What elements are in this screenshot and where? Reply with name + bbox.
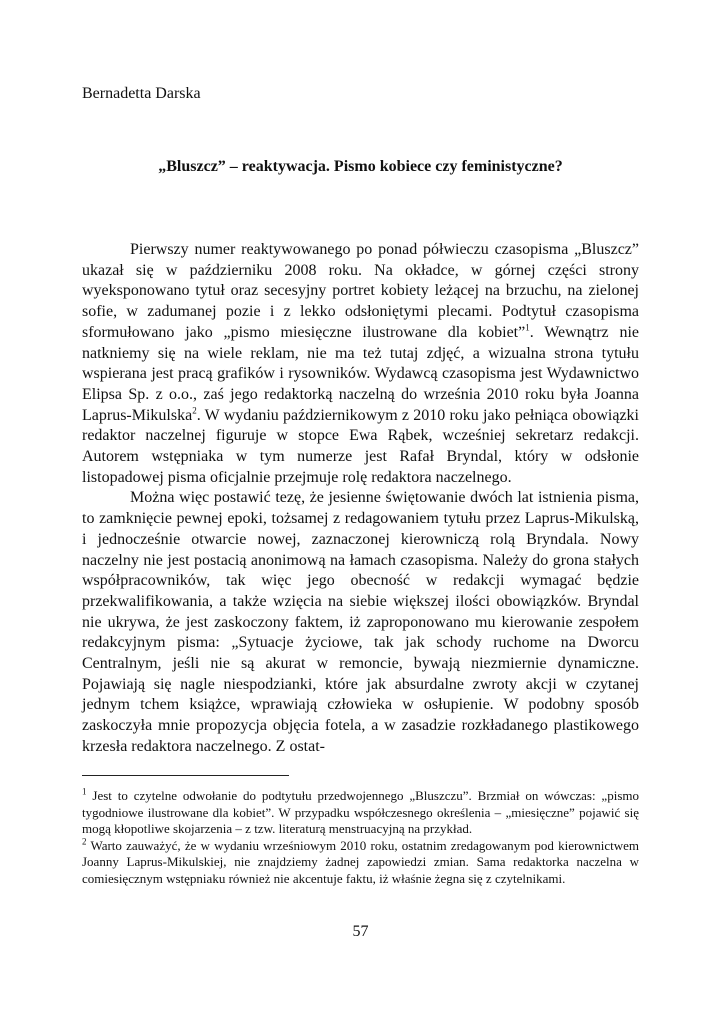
footnote-separator: [82, 775, 289, 776]
body-text: [82, 240, 639, 758]
article-title: „Bluszcz” – reaktywacja. Pismo kobiece czy feministyczne?: [158, 158, 563, 175]
footnote-1-marker: 1: [82, 786, 87, 797]
footnote-ref-2: 2: [192, 405, 197, 416]
footnote-1: [82, 788, 639, 838]
paragraph-1-part-b: . Wewnątrz nie natkniemy się na wiele reklam, nie ma też tutaj zdjęć, a wizualna strona tytułu wspierana jest pracą grafików i rysowników. Wydawcą czasopisma jest Wydawnictwo Elipsa Sp. z o.o., zaś jego redaktorką naczelną do września 2010 roku była Joanna Laprus-Mikulska: [82, 323, 639, 424]
footnote-2-text: Warto zauważyć, że w wydaniu wrześniowym 2010 roku, ostatnim zredagowanym pod kierownictwem Joanny Laprus-Mikulskiej, nie znajdziemy żadnej zapowiedzi zmian. Sama redaktorka naczelna w comiesięcznym wstępniaku również nie akcentuje faktu, iż właśnie żegna się z czytelnikami.: [82, 837, 639, 886]
footnote-2-marker: 2: [82, 836, 87, 847]
paragraph-1: [82, 240, 639, 488]
footnotes: [82, 788, 639, 887]
footnote-1-text: Jest to czytelne odwołanie do podtytułu przedwojennego „Bluszczu”. Brzmiał on wówczas: „pismo tygodniowe ilustrowane dla kobiet”. W przypadku współczesnego określenia – „miesięczne” pojawić się mogą kłopotliwe skojarzenia – z tzw. literaturą menstruacyjną na przykład.: [82, 788, 639, 836]
paragraph-1-part-c: . W wydaniu październikowym z 2010 roku jako pełniąca obowiązki redaktor naczelnej figuruje w stopce Ewa Rąbek, wcześniej sekretarz redakcji. Autorem wstępniaka w tym numerze jest Rafał Bryndal, który w odsłonie listopadowej pisma oficjalnie przejmuje rolę redaktora naczelnego.: [82, 406, 639, 486]
paragraph-2: Można więc postawić tezę, że jesienne świętowanie dwóch lat istnienia pisma, to zamknięcie pewnej epoki, tożsamej z redagowaniem tytułu przez Laprus-Mikulską, i jednocześnie otwarcie nowej, zaznaczonej kierowniczą rolą Bryndala. Nowy naczelny nie jest postacią anonimową na łamach czasopisma. Należy do grona stałych współpracowników, tak więc jego obecność w redakcji wymagać będzie przekwalifikowania, a także wzięcia na siebie większej ilości obowiązków. Bryndal nie ukrywa, że jest zaskoczony faktem, iż zaproponowano mu kierowanie zespołem redakcyjnym pisma: „Sytuacje życiowe, tak jak schody ruchome na Dworcu Centralnym, jeśli nie są akurat w remoncie, bywają niezmiernie dynamiczne. Pojawiają się nagle niespodzianki, które jak absurdalne zwroty akcji w czytanej jednym tchem książce, wprawiają człowieka w osłupienie. W podobny sposób zaskoczyła mnie propozycja objęcia fotela, a w zasadzie rozkładanego plastikowego krzesła redaktora naczelnego. Z ostat-: [82, 489, 639, 755]
footnote-ref-1: 1: [525, 322, 530, 333]
paragraph-1-part-a: Pierwszy numer reaktywowanego po ponad półwieczu czasopisma „Bluszcz” ukazał się w październiku 2008 roku. Na okładce, w górnej części strony wyeksponowano tytuł oraz secesyjny portret kobiety leżącej na brzuchu, na zielonej sofie, w zadumanej pozie i z lekko odsłoniętymi plecami. Podtytuł czasopisma sformułowano jako „pismo miesięczne ilustrowane dla kobiet”: [82, 241, 639, 341]
footnote-2: [82, 838, 639, 888]
page-number: 57: [352, 923, 369, 940]
author-name: Bernadetta Darska: [82, 85, 201, 102]
